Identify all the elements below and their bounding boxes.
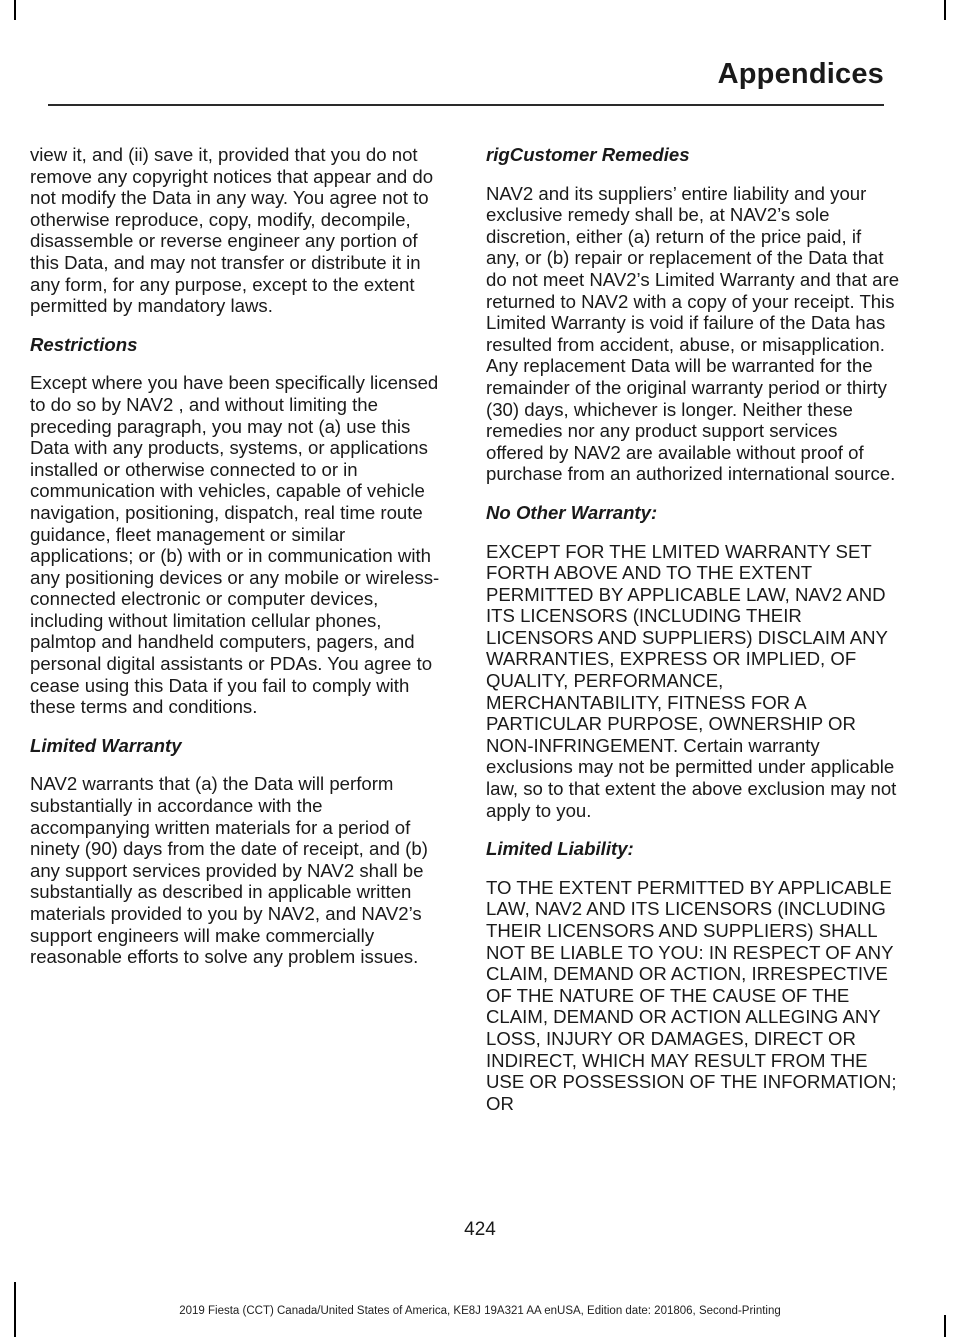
limited-warranty-paragraph: NAV2 warrants that (a) the Data will perform substantially in accordance with the accompanying written materials for a period of ninety (90) days from the date of receipt, and (b) any support services provided by NAV2 shall be substantially as described in applicable written materials provided to you by NAV2, and NAV2’s support engineers will make commercially reasonable efforts to solve any problem issues.	[30, 773, 428, 968]
limited-warranty-heading: Limited Warranty	[30, 734, 182, 756]
limited-liability-heading: Limited Liability:	[486, 838, 634, 860]
no-other-warranty-paragraph: EXCEPT FOR THE LMITED WARRANTY SET FORTH ABOVE AND TO THE EXTENT PERMITTED BY APPLICABLE LAW, NAV2 AND ITS LICENSORS (INCLUDING THEIR LICENSORS AND SUPPLIERS) DISCLAIM ANY WARRANTIES, EXPRESS OR IMPLIED, OF QUALITY, PERFORMANCE, MERCHANTABILITY, FITNESS FOR A PARTICULAR PURPOSE, OWNERSHIP OR NON-INFRINGEMENT. Certain warranty exclusions may not be permitted under applicable law, so to that extent the above exclusion may not apply to you.	[486, 540, 897, 821]
restrictions-heading: Restrictions	[30, 333, 138, 355]
left-column	[30, 144, 444, 985]
page-title: Appendices	[717, 58, 884, 90]
customer-remedies-paragraph: NAV2 and its suppliers’ entire liability and your exclusive remedy shall be, at NAV2’s sole discretion, either (a) return of the price paid, if any, or (b) repair or replacement of the Data that do not meet NAV2’s Limited Warranty and that are returned to NAV2 with a copy of your receipt. This Limited Warranty is void if failure of the Data has resulted from accident, abuse, or misapplication. Any replacement Data will be warranted for the remainder of the original warranty period or thirty (30) days, whichever is longer. Neither these remedies nor any product support services offered by NAV2 are available without proof of purchase from an authorized international source.	[486, 182, 900, 485]
page-number: 424	[464, 1219, 496, 1240]
limited-liability-paragraph: TO THE EXTENT PERMITTED BY APPLICABLE LAW, NAV2 AND ITS LICENSORS (INCLUDING THEIR LICENSORS AND SUPPLIERS) SHALL NOT BE LIABLE TO YOU: IN RESPECT OF ANY CLAIM, DEMAND OR ACTION, IRRESPECTIVE OF THE NATURE OF THE CAUSE OF THE CLAIM, DEMAND OR ACTION ALLEGING ANY LOSS, INJURY OR DAMAGES, DIRECT OR INDIRECT, WHICH MAY RESULT FROM THE USE OR POSSESSION OF THE INFORMATION; OR	[486, 876, 897, 1114]
restrictions-paragraph: Except where you have been specifically licensed to do so by NAV2 , and without limiting the preceding paragraph, you may not (a) use this Data with any products, systems, or applications installed or otherwise connected to or in communication with vehicles, capable of vehicle navigation, positioning, dispatch, real time route guidance, fleet management or similar applications; or (b) with or in communication with any positioning devices or any mobile or wireless-connected electronic or computer devices, including without limitation cellular phones, palmtop and handheld computers, pagers, and personal digital assistants or PDAs. You agree to cease using this Data if you fail to comply with these terms and conditions.	[30, 372, 440, 718]
crop-mark-top-right	[944, 0, 946, 20]
continuation-paragraph: view it, and (ii) save it, provided that you do not remove any copyright notices that appear and do not modify the Data in any way. You agree not to otherwise reproduce, copy, modify, decompile, disassemble or reverse engineer any portion of this Data, and may not transfer or distribute it in any form, for any purpose, except to the extent permitted by mandatory laws.	[30, 144, 434, 317]
header-divider	[48, 104, 884, 106]
crop-mark-top-left	[14, 0, 16, 20]
crop-mark-bottom-right	[944, 1315, 946, 1337]
footer-edition-info: 2019 Fiesta (CCT) Canada/United States of America, KE8J 19A321 AA enUSA, Edition date: 201806, Second-Printing	[179, 1305, 781, 1317]
right-column	[486, 144, 900, 1131]
customer-remedies-heading: rigCustomer Remedies	[486, 144, 690, 165]
no-other-warranty-heading: No Other Warranty:	[486, 501, 658, 523]
